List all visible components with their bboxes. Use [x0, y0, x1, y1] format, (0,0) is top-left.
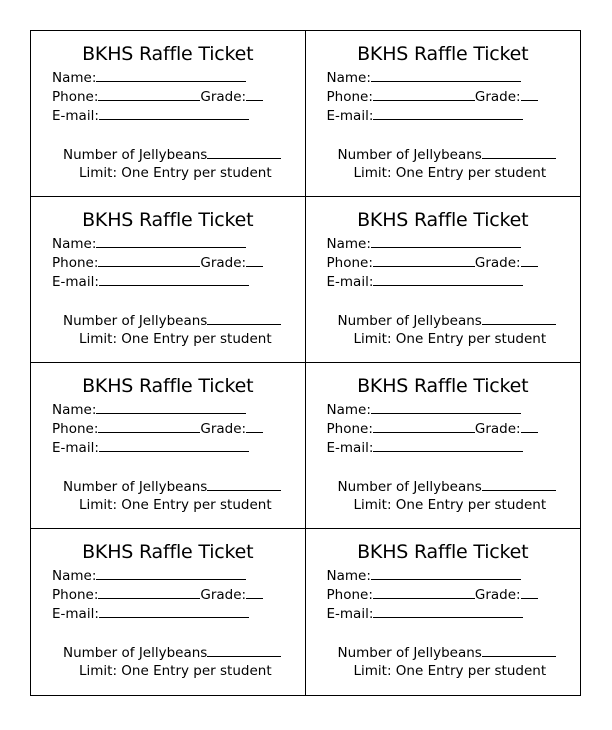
jellybeans-label: Number of Jellybeans [337, 147, 482, 163]
phone-field [327, 254, 538, 271]
jellybeans-label: Number of Jellybeans [63, 479, 208, 495]
jellybeans-blank-line[interactable] [207, 478, 281, 491]
phone-label: Phone: [326, 421, 373, 437]
limit-note: Limit: One Entry per student [79, 165, 272, 181]
phone-field [327, 420, 538, 437]
email-blank-line[interactable] [99, 605, 249, 618]
ticket-title: BKHS Raffle Ticket [82, 43, 254, 65]
limit-note: Limit: One Entry per student [353, 165, 547, 181]
raffle-ticket-4 [306, 197, 581, 363]
grade-blank-line[interactable] [246, 254, 263, 267]
ticket-title: BKHS Raffle Ticket [357, 209, 529, 231]
phone-field [52, 254, 263, 271]
jellybeans-label: Number of Jellybeans [337, 313, 482, 329]
limit-note: Limit: One Entry per student [79, 663, 272, 679]
name-blank-line[interactable] [96, 567, 246, 580]
ticket-title: BKHS Raffle Ticket [82, 209, 254, 231]
limit-note: Limit: One Entry per student [79, 497, 272, 513]
name-field [327, 69, 521, 86]
jellybeans-blank-line[interactable] [207, 644, 281, 657]
email-field [327, 107, 524, 124]
jellybeans-blank-line[interactable] [207, 312, 281, 325]
grade-blank-line[interactable] [521, 586, 538, 599]
jellybeans-blank-line[interactable] [482, 644, 556, 657]
grade-label: Grade: [200, 587, 247, 603]
email-label: E-mail: [326, 440, 374, 456]
email-field [327, 439, 524, 456]
name-field [52, 69, 246, 86]
jellybeans-blank-line[interactable] [207, 146, 281, 159]
name-blank-line[interactable] [371, 567, 521, 580]
phone-blank-line[interactable] [373, 254, 475, 267]
grade-blank-line[interactable] [246, 586, 263, 599]
email-label: E-mail: [52, 440, 99, 456]
phone-label: Phone: [52, 421, 99, 437]
limit-note: Limit: One Entry per student [353, 497, 547, 513]
name-field [327, 235, 521, 252]
grade-blank-line[interactable] [521, 254, 538, 267]
grade-label: Grade: [474, 89, 521, 105]
raffle-ticket-3 [31, 197, 306, 363]
name-label: Name: [326, 568, 371, 584]
email-label: E-mail: [52, 108, 99, 124]
name-blank-line[interactable] [371, 401, 521, 414]
jellybeans-blank-line[interactable] [482, 478, 556, 491]
name-label: Name: [326, 402, 371, 418]
ticket-title: BKHS Raffle Ticket [357, 541, 529, 563]
email-label: E-mail: [52, 274, 99, 290]
raffle-ticket-8 [306, 529, 581, 695]
email-field [327, 273, 524, 290]
jellybeans-field [63, 644, 281, 661]
limit-note: Limit: One Entry per student [353, 663, 547, 679]
email-field [52, 107, 249, 124]
limit-note: Limit: One Entry per student [79, 331, 272, 347]
name-label: Name: [326, 236, 371, 252]
limit-note: Limit: One Entry per student [353, 331, 547, 347]
phone-field [327, 88, 538, 105]
jellybeans-field [338, 312, 556, 329]
jellybeans-label: Number of Jellybeans [337, 645, 482, 661]
jellybeans-field [338, 146, 556, 163]
phone-label: Phone: [326, 255, 373, 271]
jellybeans-label: Number of Jellybeans [63, 645, 208, 661]
name-field [52, 401, 246, 418]
ticket-title: BKHS Raffle Ticket [357, 375, 529, 397]
grade-blank-line[interactable] [246, 420, 263, 433]
jellybeans-field [338, 644, 556, 661]
phone-label: Phone: [326, 587, 373, 603]
email-blank-line[interactable] [373, 107, 523, 120]
email-field [52, 439, 249, 456]
phone-field [327, 586, 538, 603]
phone-label: Phone: [52, 587, 99, 603]
grade-label: Grade: [474, 255, 521, 271]
name-field [52, 235, 246, 252]
phone-field [52, 88, 263, 105]
phone-blank-line[interactable] [98, 88, 200, 101]
raffle-ticket-1 [31, 31, 306, 197]
email-blank-line[interactable] [99, 273, 249, 286]
ticket-title: BKHS Raffle Ticket [357, 43, 529, 65]
jellybeans-field [63, 146, 281, 163]
name-field [327, 401, 521, 418]
jellybeans-blank-line[interactable] [482, 146, 556, 159]
email-field [327, 605, 524, 622]
ticket-title: BKHS Raffle Ticket [82, 541, 254, 563]
name-blank-line[interactable] [96, 235, 246, 248]
name-blank-line[interactable] [96, 69, 246, 82]
email-label: E-mail: [326, 108, 374, 124]
email-blank-line[interactable] [99, 439, 249, 452]
email-label: E-mail: [326, 274, 374, 290]
raffle-ticket-2 [306, 31, 581, 197]
name-blank-line[interactable] [96, 401, 246, 414]
email-blank-line[interactable] [373, 273, 523, 286]
name-blank-line[interactable] [371, 235, 521, 248]
jellybeans-field [63, 312, 281, 329]
email-blank-line[interactable] [373, 605, 523, 618]
jellybeans-label: Number of Jellybeans [337, 479, 482, 495]
phone-blank-line[interactable] [373, 586, 475, 599]
grade-label: Grade: [474, 587, 521, 603]
phone-label: Phone: [326, 89, 373, 105]
jellybeans-field [338, 478, 556, 495]
jellybeans-label: Number of Jellybeans [63, 313, 208, 329]
name-label: Name: [52, 402, 97, 418]
grade-blank-line[interactable] [521, 88, 538, 101]
grade-label: Grade: [474, 421, 521, 437]
grade-label: Grade: [200, 89, 247, 105]
phone-field [52, 420, 263, 437]
phone-label: Phone: [52, 255, 99, 271]
raffle-ticket-6 [306, 363, 581, 529]
name-blank-line[interactable] [371, 69, 521, 82]
name-field [327, 567, 521, 584]
phone-blank-line[interactable] [373, 88, 475, 101]
raffle-ticket-sheet [30, 30, 581, 696]
grade-blank-line[interactable] [521, 420, 538, 433]
jellybeans-label: Number of Jellybeans [63, 147, 208, 163]
phone-field [52, 586, 263, 603]
phone-blank-line[interactable] [98, 254, 200, 267]
email-label: E-mail: [52, 606, 99, 622]
raffle-ticket-7 [31, 529, 306, 695]
raffle-ticket-5 [31, 363, 306, 529]
jellybeans-blank-line[interactable] [482, 312, 556, 325]
name-field [52, 567, 246, 584]
email-blank-line[interactable] [99, 107, 249, 120]
phone-blank-line[interactable] [98, 586, 200, 599]
ticket-title: BKHS Raffle Ticket [82, 375, 254, 397]
email-field [52, 273, 249, 290]
name-label: Name: [326, 70, 371, 86]
grade-label: Grade: [200, 421, 247, 437]
phone-blank-line[interactable] [98, 420, 200, 433]
email-blank-line[interactable] [373, 439, 523, 452]
email-field [52, 605, 249, 622]
name-label: Name: [52, 236, 97, 252]
grade-label: Grade: [200, 255, 247, 271]
phone-blank-line[interactable] [373, 420, 475, 433]
grade-blank-line[interactable] [246, 88, 263, 101]
email-label: E-mail: [326, 606, 374, 622]
name-label: Name: [52, 568, 97, 584]
name-label: Name: [52, 70, 97, 86]
phone-label: Phone: [52, 89, 99, 105]
jellybeans-field [63, 478, 281, 495]
